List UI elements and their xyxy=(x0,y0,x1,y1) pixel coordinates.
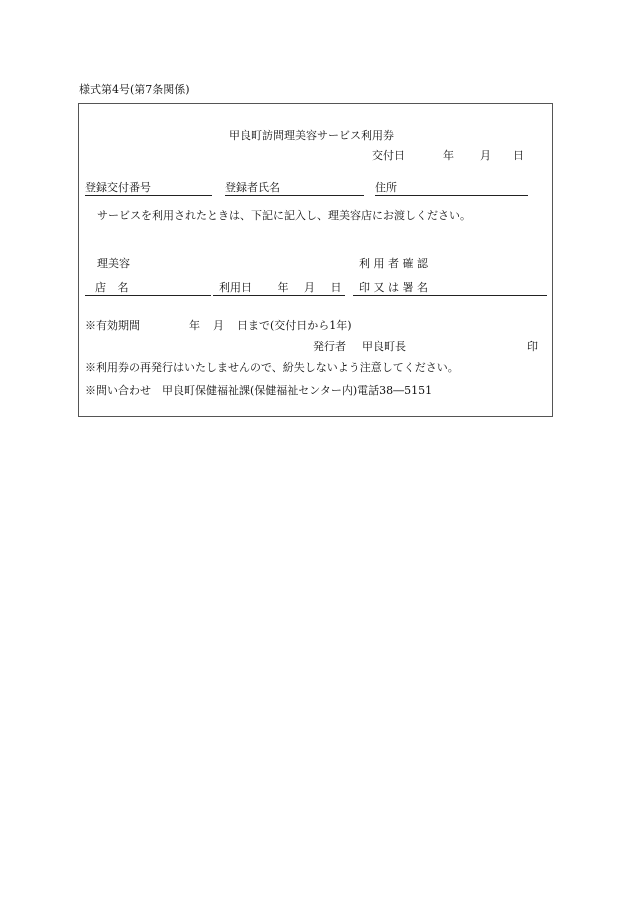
address-label: 住所 xyxy=(375,181,397,194)
issuer-label: 発行者 xyxy=(313,340,346,353)
form-reference: 様式第4号(第7条関係) xyxy=(79,83,190,96)
salon-heading: 理美容 xyxy=(97,257,130,270)
form-title: 甲良町訪問理美容サービス利用券 xyxy=(229,129,394,142)
usage-date-month: 月 xyxy=(304,281,315,294)
registrant-name-field[interactable] xyxy=(225,182,364,196)
registration-number-label: 登録交付番号 xyxy=(85,181,151,194)
registrant-name-label: 登録者氏名 xyxy=(225,181,280,194)
issuer-name: 甲良町長 xyxy=(362,340,406,353)
reissue-note: ※利用券の再発行はいたしませんので、紛失しないよう注意してください。 xyxy=(85,361,459,374)
registration-number-field[interactable] xyxy=(85,182,212,196)
validity-label: ※有効期間 xyxy=(85,319,140,332)
user-confirm-heading: 利 用 者 確 認 xyxy=(359,257,428,270)
seal-signature-field[interactable] xyxy=(353,282,547,296)
instruction-text: サービスを利用されたときは、下記に記入し、理美容店にお渡しください。 xyxy=(97,209,471,222)
validity-until: 日まで(交付日から1年) xyxy=(237,319,352,332)
shop-name-label: 店 名 xyxy=(95,281,133,294)
usage-date-day: 日 xyxy=(330,281,342,294)
seal-signature-label: 印 又 は 署 名 xyxy=(359,281,428,294)
usage-date-label: 利用日 xyxy=(219,281,252,294)
validity-month: 月 xyxy=(213,319,224,332)
shop-name-field[interactable] xyxy=(85,282,211,296)
usage-date-year: 年 xyxy=(277,281,289,294)
validity-year: 年 xyxy=(189,319,200,332)
voucher-form xyxy=(78,103,553,417)
issue-date-day: 日 xyxy=(513,149,524,162)
issue-date-year: 年 xyxy=(443,149,454,162)
issue-date-label: 交付日 xyxy=(372,149,405,162)
issuer-seal: 印 xyxy=(527,340,538,353)
usage-date-field[interactable] xyxy=(213,282,345,296)
address-field[interactable] xyxy=(375,182,528,196)
contact-note: ※問い合わせ 甲良町保健福祉課(保健福祉センター内)電話38―5151 xyxy=(85,384,433,397)
issue-date-month: 月 xyxy=(480,149,491,162)
